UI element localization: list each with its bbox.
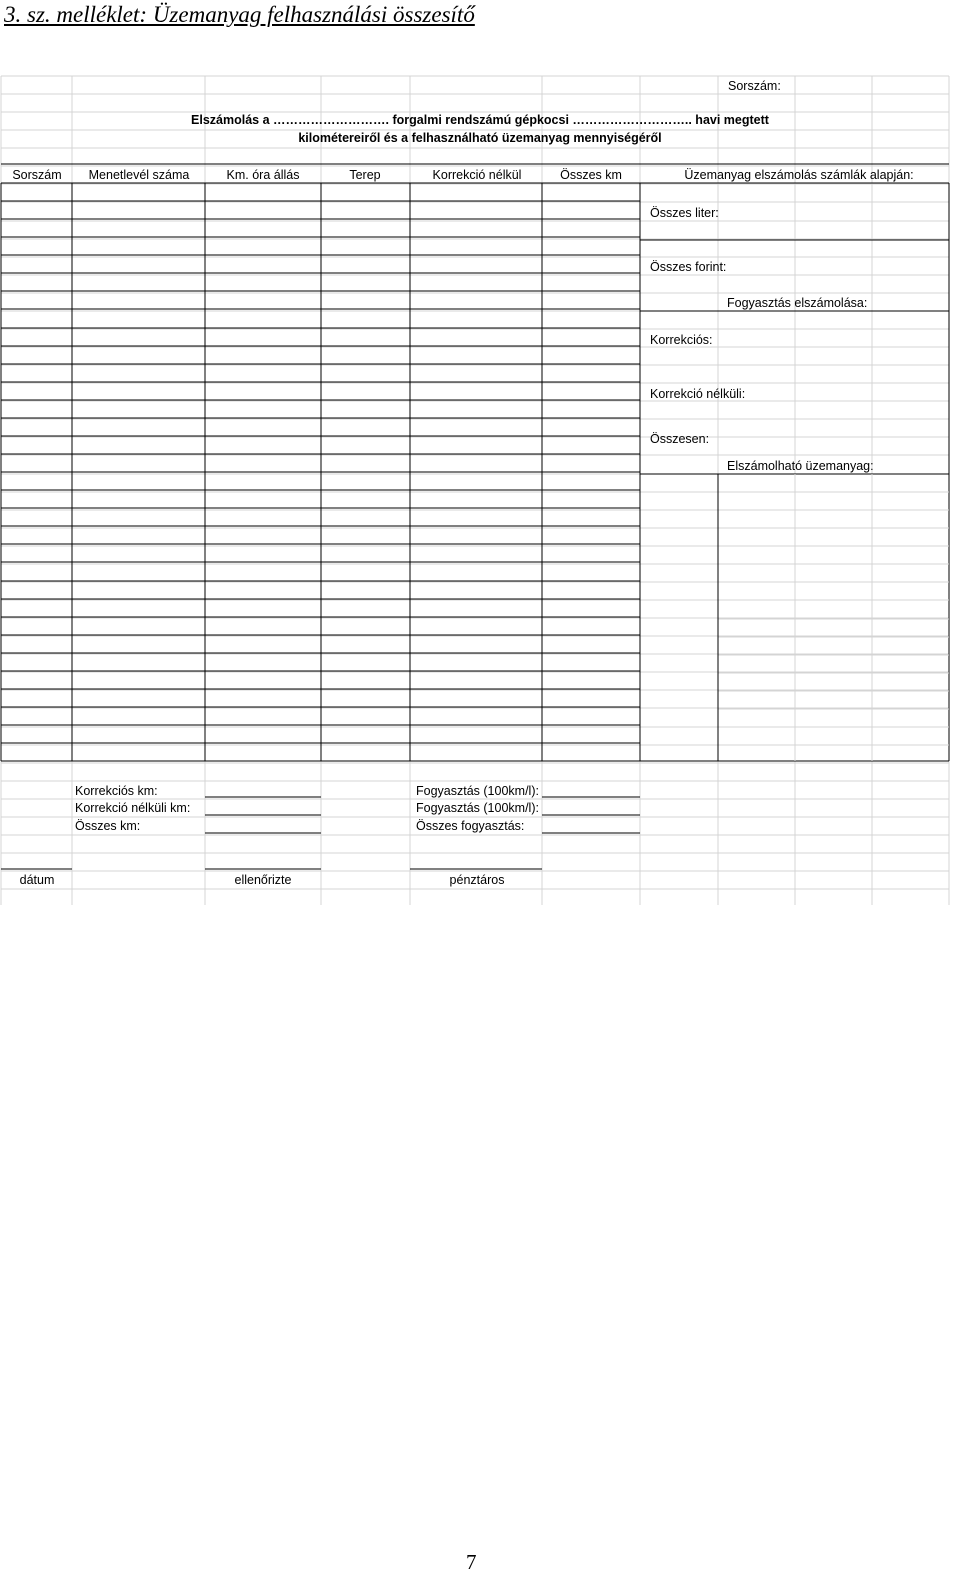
osszes-liter-label: Összes liter: [650,206,719,220]
heading-line2: kilométereiről és a felhasználható üzemanyag mennyiségéről [298,131,662,145]
sorszam-label: Sorszám: [728,79,781,93]
elszamolhato-label: Elszámolható üzemanyag: [727,459,874,473]
osszes-fogyasztas-label: Összes fogyasztás: [416,819,525,833]
col-header-terep: Terep [349,168,381,182]
page-title: 3. sz. melléklet: Üzemanyag felhasználási összesítő [4,2,475,27]
osszes-km-label: Összes km: [75,819,141,833]
korrekcios-label: Korrekciós: [650,333,713,347]
ellenorizte-label: ellenőrizte [234,873,292,887]
col-header-km-ora: Km. óra állás [226,168,300,182]
col-header-korrekcio-nelkul: Korrekció nélkül [432,168,522,182]
heading-line1: Elszámolás a ………………………. forgalmi rendszámú gépkocsi ……………………….. havi megtett [191,113,769,127]
fogyasztas-label-2: Fogyasztás (100km/l): [416,801,539,815]
korrekcio-nelkuli-label: Korrekció nélküli: [650,387,746,401]
col-header-menetlevel: Menetlevél száma [88,168,190,182]
penztaros-label: pénztáros [449,873,505,887]
col-header-osszes-km: Összes km [560,168,622,182]
fogyasztas-elszamolasa-label: Fogyasztás elszámolása: [727,296,868,310]
korrekcio-nelkuli-km-label: Korrekció nélküli km: [75,801,191,815]
page-number: 7 [466,1550,477,1574]
korrekcios-km-label: Korrekciós km: [75,784,158,798]
col-header-sorszam: Sorszám [12,168,62,182]
datum-label: dátum [19,873,55,887]
osszes-forint-label: Összes forint: [650,260,727,274]
fogyasztas-label-1: Fogyasztás (100km/l): [416,784,539,798]
col-header-uzemanyag: Üzemanyag elszámolás számlák alapján: [684,168,914,182]
osszesen-label: Összesen: [650,432,710,446]
